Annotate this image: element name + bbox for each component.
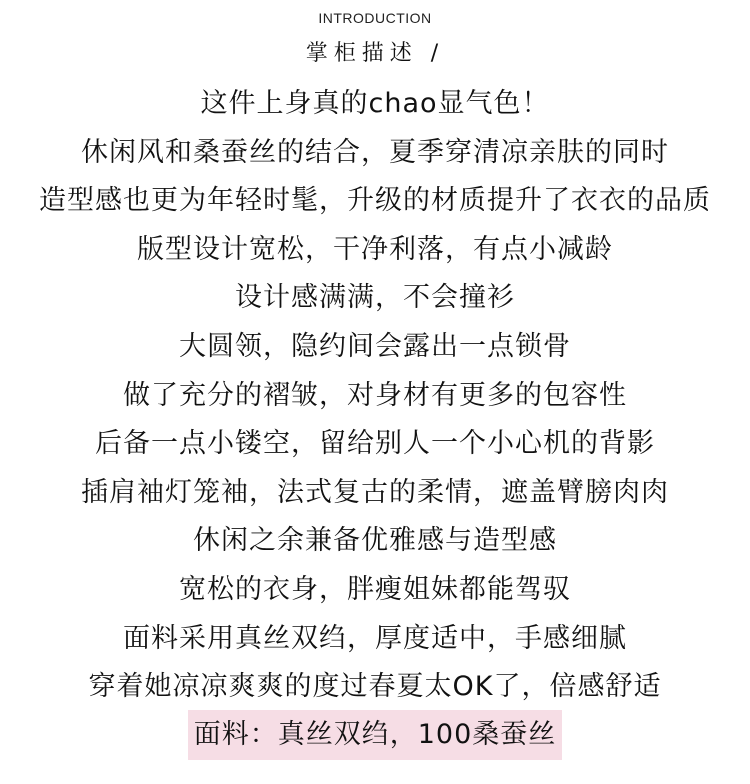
description-line: 版型设计宽松，干净利落，有点小减龄 [137,233,613,265]
description-line: 后备一点小镂空，留给别人一个小心机的背影 [95,428,655,460]
fabric-note: 面料：真丝双绉，100桑蚕丝 [188,710,563,760]
description-line: 这件上身真的chao显气色！ [200,88,550,119]
description-line: 做了充分的褶皱，对身材有更多的包容性 [123,379,627,411]
description-line: 面料采用真丝双绉，厚度适中，手感细腻 [123,622,627,654]
fabric-note-wrapper [0,710,750,760]
description-lines [0,80,750,712]
intro-label: INTRODUCTION [318,10,432,26]
description-line: 大圆领，隐约间会露出一点锁骨 [179,330,571,362]
description-line: 穿着她凉凉爽爽的度过春夏太OK了，倍感舒适 [88,671,662,703]
description-line: 休闲之余兼备优雅感与造型感 [193,525,557,557]
description-line: 宽松的衣身，胖瘦姐妹都能驾驭 [179,573,571,605]
section-title: 掌柜描述 / [305,41,445,66]
description-line: 插肩袖灯笼袖，法式复古的柔情，遮盖臂膀肉肉 [81,476,669,508]
description-line: 设计感满满，不会撞衫 [235,282,515,314]
description-line: 休闲风和桑蚕丝的结合，夏季穿清凉亲肤的同时 [81,136,669,168]
description-line: 造型感也更为年轻时髦，升级的材质提升了衣衣的品质 [39,185,711,217]
